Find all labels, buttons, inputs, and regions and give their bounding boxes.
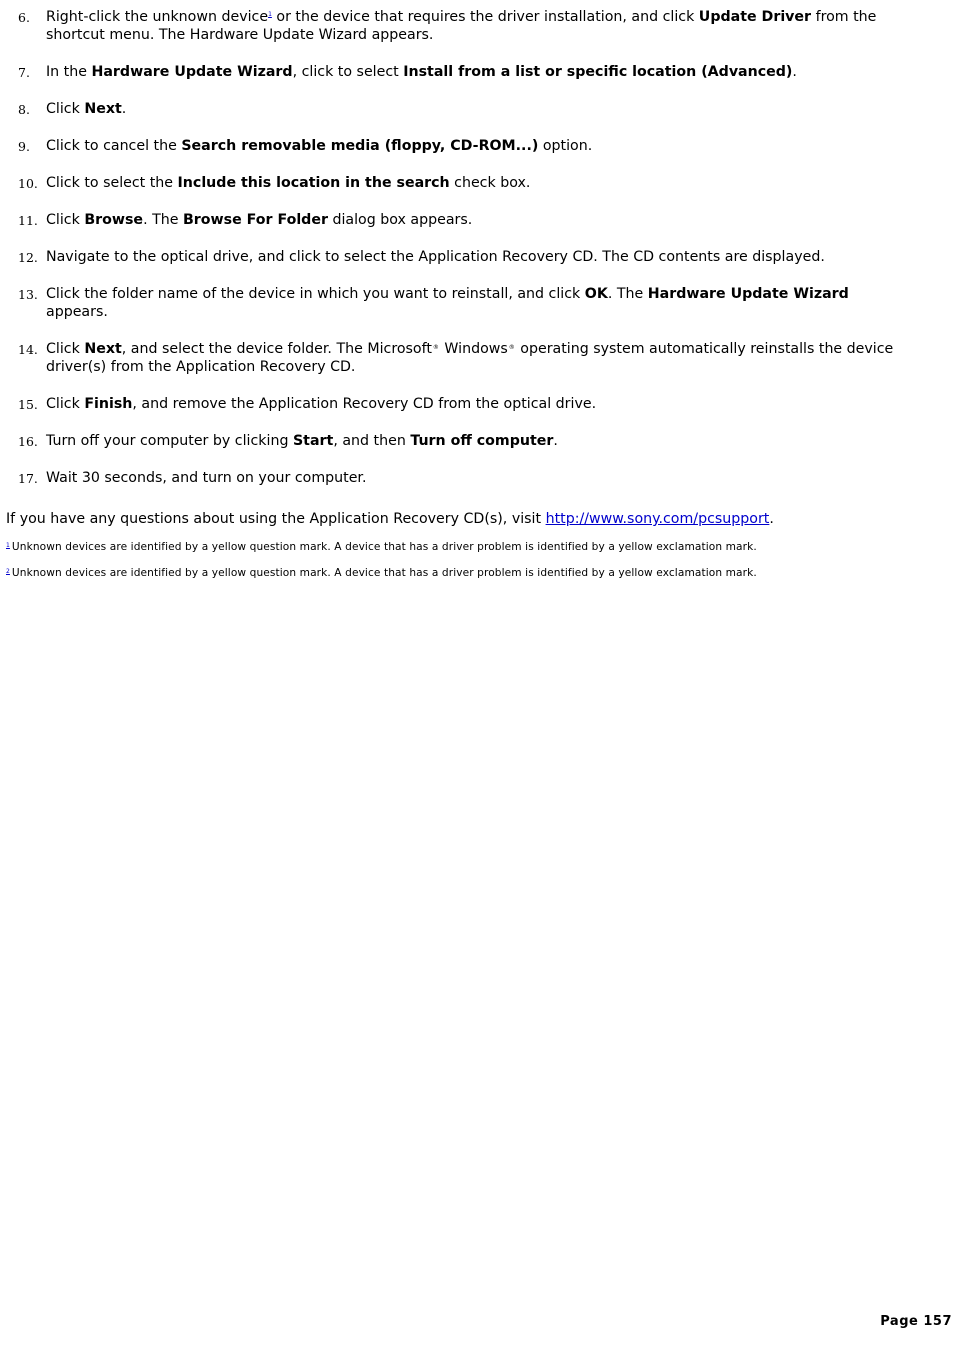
step-text: Click to cancel the xyxy=(46,138,182,154)
step-text: . xyxy=(553,433,558,449)
step-bold-term: Finish xyxy=(84,396,133,412)
step-text: Click xyxy=(46,396,85,412)
procedure-steps xyxy=(0,8,954,506)
step-12 xyxy=(0,248,954,266)
step-15 xyxy=(0,395,954,413)
step-bold-term: Include this location in the search xyxy=(177,175,450,191)
step-bold-term: Update Driver xyxy=(698,9,812,25)
step-text: . The xyxy=(607,286,648,302)
step-text: from the shortcut menu. The Hardware Update Wizard appears. xyxy=(46,9,877,43)
step-text: Click xyxy=(46,341,85,357)
step-text: , and remove the Application Recovery CD from the optical drive. xyxy=(132,396,597,412)
footnote-text: Unknown devices are identified by a yellow question mark. A device that has a driver problem is identified by a yellow exclamation mark. xyxy=(11,541,757,553)
step-text: option. xyxy=(538,138,593,154)
step-13 xyxy=(0,285,954,321)
step-number: 14. xyxy=(18,342,38,357)
step-number: 11. xyxy=(18,213,38,228)
step-number: 9. xyxy=(18,139,30,154)
step-14 xyxy=(0,340,954,376)
step-9 xyxy=(0,137,954,155)
step-text: Right-click the unknown device xyxy=(46,9,269,25)
step-text: Click to select the xyxy=(46,175,178,191)
step-text: . xyxy=(121,101,127,117)
support-link[interactable]: http://www.sony.com/pcsupport xyxy=(545,511,770,527)
closing-text: If you have any questions about using the Application Recovery CD(s), visit xyxy=(6,511,546,527)
step-17 xyxy=(0,469,954,487)
step-8 xyxy=(0,100,954,118)
step-text: Wait 30 seconds, and turn on your computer. xyxy=(46,470,367,486)
step-bold-term: Browse xyxy=(84,212,144,228)
step-number: 7. xyxy=(18,65,30,80)
step-number: 17. xyxy=(18,471,38,486)
step-bold-term: Turn off computer xyxy=(410,433,554,449)
step-text: Turn off your computer by clicking xyxy=(46,433,293,449)
step-text: Navigate to the optical drive, and click to select the Application Recovery CD. The CD contents are displayed. xyxy=(46,249,825,265)
step-bold-term: Browse For Folder xyxy=(182,212,328,228)
step-text: Click xyxy=(46,212,85,228)
step-number: 15. xyxy=(18,397,38,412)
step-text: or the device that requires the driver installation, and click xyxy=(271,9,699,25)
step-text: Click the folder name of the device in which you want to reinstall, and click xyxy=(46,286,585,302)
footnote-ref-1[interactable]: 1 xyxy=(268,11,272,18)
step-16 xyxy=(0,432,954,450)
step-6 xyxy=(0,8,954,44)
step-bold-term: Install from a list or specific location (Advanced) xyxy=(403,64,793,80)
step-number: 10. xyxy=(18,176,38,191)
step-11 xyxy=(0,211,954,229)
step-text: Click xyxy=(46,101,85,117)
registered-mark: ® xyxy=(508,344,515,351)
step-number: 12. xyxy=(18,250,38,265)
registered-mark: ® xyxy=(432,344,439,351)
closing-text-end: . xyxy=(769,511,774,527)
step-bold-term: OK xyxy=(584,286,608,302)
step-text: check box. xyxy=(449,175,531,191)
step-text: appears. xyxy=(46,304,108,320)
step-text: , and then xyxy=(333,433,411,449)
step-text: dialog box appears. xyxy=(327,212,473,228)
page-number: Page 157 xyxy=(880,1314,952,1329)
step-7 xyxy=(0,63,954,81)
footnote-marker-1[interactable]: 1 xyxy=(6,542,10,549)
step-bold-term: Hardware Update Wizard xyxy=(647,286,849,302)
step-text: , click to select xyxy=(292,64,404,80)
step-bold-term: Start xyxy=(292,433,334,449)
closing-paragraph xyxy=(6,510,774,528)
step-bold-term: Search removable media (floppy, CD-ROM...) xyxy=(181,138,539,154)
step-text: . The xyxy=(143,212,183,228)
step-text: operating system automatically reinstalls the device driver(s) from the Application Recovery CD. xyxy=(46,341,894,375)
step-bold-term: Next xyxy=(84,341,122,357)
footnote-1 xyxy=(6,539,757,554)
step-number: 16. xyxy=(18,434,38,449)
step-bold-term: Next xyxy=(84,101,122,117)
step-text: . xyxy=(792,64,797,80)
step-text: In the xyxy=(46,64,92,80)
step-number: 13. xyxy=(18,287,38,302)
footnote-marker-2[interactable]: 2 xyxy=(6,568,10,575)
step-bold-term: Hardware Update Wizard xyxy=(91,64,293,80)
footnote-text: Unknown devices are identified by a yellow question mark. A device that has a driver problem is identified by a yellow exclamation mark. xyxy=(11,567,757,579)
step-number: 6. xyxy=(18,10,30,25)
footnote-2 xyxy=(6,565,757,580)
step-text: , and select the device folder. The Microsoft xyxy=(121,341,432,357)
step-text: Windows xyxy=(439,341,508,357)
step-number: 8. xyxy=(18,102,30,117)
step-10 xyxy=(0,174,954,192)
